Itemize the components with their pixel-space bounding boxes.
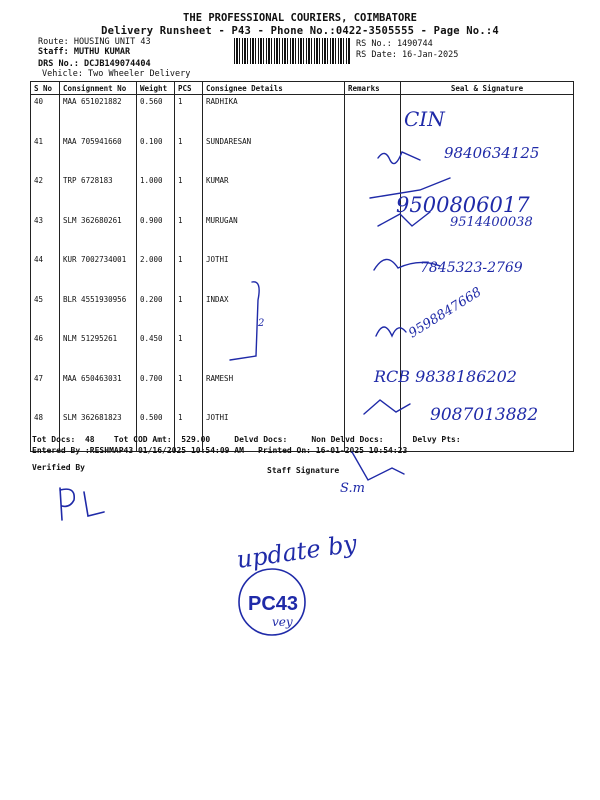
runsheet-subtitle: Delivery Runsheet - P43 - Phone No.:0422-3505555 - Page No.:4 [101, 25, 499, 37]
signature-scribble [378, 152, 420, 164]
bracket-note: 2 [258, 318, 265, 329]
staff-signature: S.m [340, 481, 365, 496]
cell-pcs: 1 [175, 95, 203, 135]
cell-consignee: MURUGAN [203, 214, 345, 254]
cell-consignee: SUNDARESAN [203, 135, 345, 175]
cell-sno: 48 [31, 411, 60, 451]
company-name: THE PROFESSIONAL COURIERS, COIMBATORE [183, 12, 417, 24]
printed-on: Printed On: 16-01-2025 10:54:23 [258, 446, 408, 455]
rs-number: RS No.: 1490744 [356, 39, 433, 49]
cell-weight: 0.100 [137, 135, 175, 175]
row41-handwriting: 9840634125 [444, 144, 540, 162]
cell-consignment: SLM 362681823 [60, 411, 137, 451]
cell-sno: 46 [31, 332, 60, 372]
row47-handwriting: RCB 9838186202 [374, 367, 517, 386]
cell-pcs: 1 [175, 253, 203, 293]
staff-signature-scribble [352, 452, 404, 480]
cell-weight: 0.450 [137, 332, 175, 372]
totals-line: Tot Docs: 48 Tot COD Amt: 529.00 Delvd Docs: Non Delvd Docs: Delvy Pts: [32, 435, 461, 444]
cell-consignee: JOTHI [203, 411, 345, 451]
col-pcs: PCS [175, 82, 203, 95]
row48-handwriting: 9087013882 [430, 405, 539, 425]
row40-handwriting: CIN [404, 107, 445, 131]
cell-weight: 2.000 [137, 253, 175, 293]
cell-weight: 0.200 [137, 293, 175, 333]
staff-label: Staff: MUTHU KUMAR [38, 47, 131, 57]
stamp-signature: vey [272, 615, 293, 629]
row46-handwriting: 9598847668 [406, 284, 485, 342]
update-note: update by [234, 529, 359, 574]
cell-consignee: RAMESH [203, 372, 345, 412]
cell-pcs: 1 [175, 332, 203, 372]
cell-consignee: KUMAR [203, 174, 345, 214]
cell-sno: 47 [31, 372, 60, 412]
col-consignee: Consignee Details [203, 82, 345, 95]
row42-handwriting: 9500806017 [396, 193, 530, 217]
cell-consignee: JOTHI [203, 253, 345, 293]
cell-consignment: TRP 6728183 [60, 174, 137, 214]
stamp-text: PC43 [248, 593, 299, 615]
verified-by-label: Verified By [32, 463, 85, 472]
cell-consignee: RADHIKA [203, 95, 345, 135]
cell-sno: 44 [31, 253, 60, 293]
col-weight: Weight [137, 82, 175, 95]
cell-pcs: 1 [175, 372, 203, 412]
row44-handwriting: 7845323-2769 [420, 260, 523, 276]
cell-sno: 41 [31, 135, 60, 175]
rs-date: RS Date: 16-Jan-2025 [356, 50, 459, 60]
route-label: Route: HOUSING UNIT 43 [38, 37, 151, 47]
vehicle-label: Vehicle: Two Wheeler Delivery [42, 69, 191, 79]
col-remarks: Remarks [345, 82, 401, 95]
col-signature: Seal & Signature [401, 82, 574, 95]
cell-consignment: NLM 51295261 [60, 332, 137, 372]
bracket-mark [230, 282, 259, 360]
cell-weight: 1.000 [137, 174, 175, 214]
cell-weight: 0.560 [137, 95, 175, 135]
cell-consignment: SLM 362680261 [60, 214, 137, 254]
cell-sno: 43 [31, 214, 60, 254]
cell-consignee: INDAX [203, 293, 345, 333]
cell-weight: 0.700 [137, 372, 175, 412]
staff-signature-label: Staff Signature [267, 466, 340, 475]
cell-consignment: KUR 7002734001 [60, 253, 137, 293]
cell-sno: 45 [31, 293, 60, 333]
col-consignment: Consignment No [60, 82, 137, 95]
verifier-initials: PL [56, 493, 97, 528]
cell-pcs: 1 [175, 174, 203, 214]
cell-consignment: MAA 651021882 [60, 95, 137, 135]
cell-consignment: BLR 4551930956 [60, 293, 137, 333]
signature-scribble [364, 400, 410, 414]
cell-weight: 0.900 [137, 214, 175, 254]
cell-pcs: 1 [175, 135, 203, 175]
entered-by: Entered By :RESHMAP43 01/16/2025 10:54:09 AM [32, 446, 244, 455]
cell-consignment: MAA 650463031 [60, 372, 137, 412]
row43-handwriting: 9514400038 [450, 215, 533, 230]
cell-pcs: 1 [175, 411, 203, 451]
cell-sno: 40 [31, 95, 60, 135]
cell-pcs: 1 [175, 293, 203, 333]
cell-weight: 0.500 [137, 411, 175, 451]
cell-pcs: 1 [175, 214, 203, 254]
signature-scribble [376, 327, 406, 336]
cell-consignment: MAA 705941660 [60, 135, 137, 175]
drs-number: DRS No.: DCJB149074404 [38, 59, 151, 69]
cell-sno: 42 [31, 174, 60, 214]
col-sno: S No [31, 82, 60, 95]
